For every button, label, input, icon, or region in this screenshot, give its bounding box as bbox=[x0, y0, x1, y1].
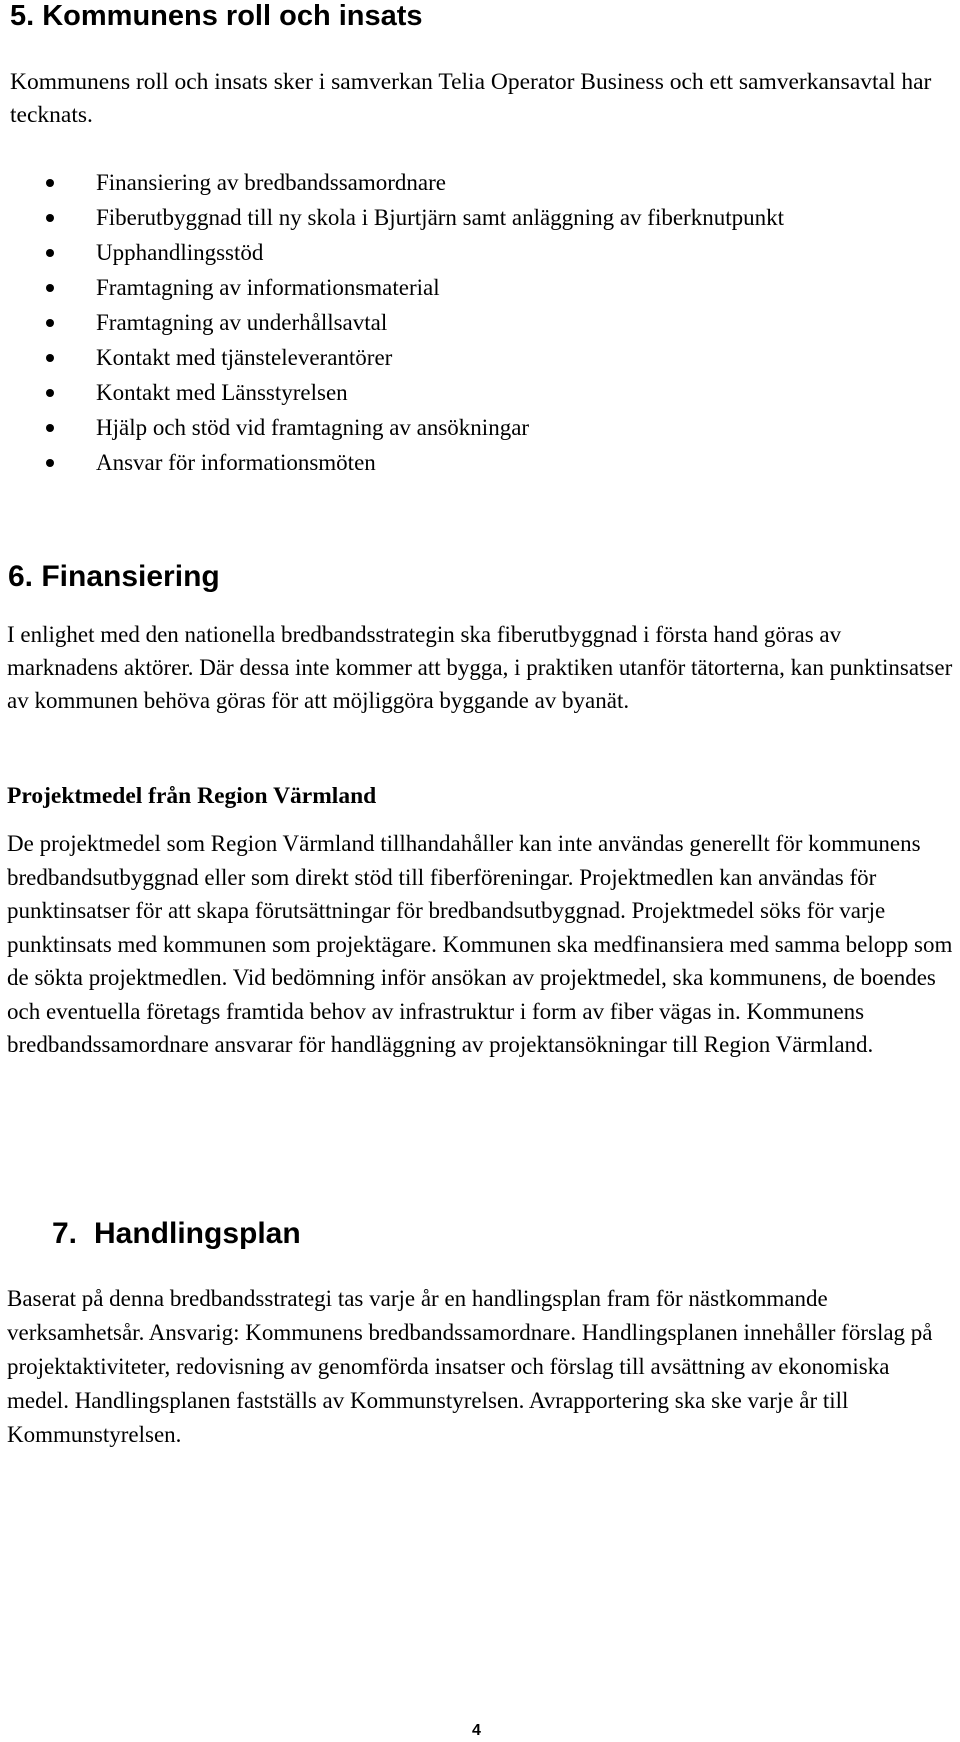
list-item: Finansiering av bredbandssamordnare bbox=[46, 165, 856, 200]
bullet-icon bbox=[46, 459, 54, 467]
list-item: Framtagning av underhållsavtal bbox=[46, 305, 856, 340]
bullet-icon bbox=[46, 214, 54, 222]
bullet-icon bbox=[46, 389, 54, 397]
list-item: Framtagning av informationsmaterial bbox=[46, 270, 856, 305]
section-5-heading: 5. Kommunens roll och insats bbox=[10, 0, 423, 32]
bullet-icon bbox=[46, 249, 54, 257]
list-item: Kontakt med tjänsteleverantörer bbox=[46, 340, 856, 375]
bullet-icon bbox=[46, 284, 54, 292]
list-item: Fiberutbyggnad till ny skola i Bjurtjärn samt anläggning av fiberknutpunkt bbox=[46, 200, 856, 235]
section-7-number: 7. bbox=[52, 1217, 78, 1250]
bullet-icon bbox=[46, 179, 54, 187]
bullet-icon bbox=[46, 354, 54, 362]
section-6-paragraph: I enlighet med den nationella bredbandsstrategin ska fiberutbyggnad i första hand göras av marknadens aktörer. Där dessa inte kommer att bygga, i praktiken utanför tätorterna, kan punktinsatser av kommunen behöva göras för att möjliggöra byggande av byanät. bbox=[7, 622, 953, 713]
list-item: Upphandlingsstöd bbox=[46, 235, 856, 270]
bullet-icon bbox=[46, 424, 54, 432]
section-6-heading: 6. Finansiering bbox=[8, 560, 220, 593]
list-item: Hjälp och stöd vid framtagning av ansökningar bbox=[46, 410, 856, 445]
projektmedel-paragraph: De projektmedel som Region Värmland tillhandahåller kan inte användas generellt för kommunens bredbandsutbyggnad eller som direkt stöd till fiberföreningar. Projektmedlen kan användas för punktinsatser för att skapa förutsättningar för bredbandsutbyggnad. Projektmedel söks för varje punktinsats med kommunen som projektägare. Kommunen ska medfinansiera med samma belopp som de sökta projektmedlen. Vid bedömning inför ansökan av projektmedel, ska kommunens, de boendes och eventuella företags framtida behov av infrastruktur i form av fiber vägas in. Kommunens bredbandssamordnare ansvarar för handläggning av projektansökningar till Region Värmland. bbox=[7, 831, 953, 1057]
section-5-intro: Kommunens roll och insats sker i samverkan Telia Operator Business och ett samverkansavtal har tecknats. bbox=[10, 69, 932, 128]
list-item: Ansvar för informationsmöten bbox=[46, 445, 856, 480]
bullet-icon bbox=[46, 319, 54, 327]
page-number: 4 bbox=[472, 1722, 481, 1739]
section-7-title: Handlingsplan bbox=[94, 1217, 301, 1250]
projektmedel-subheading: Projektmedel från Region Värmland bbox=[7, 783, 377, 809]
section-7-paragraph: Baserat på denna bredbandsstrategi tas varje år en handlingsplan fram för nästkommande verksamhetsår. Ansvarig: Kommunens bredbandssamordnare. Handlingsplanen innehåller förslag på projektaktiviteter, redovisning av genomförda insatser och förslag till avsättning av ekonomiska medel. Handlingsplanen fastställs av Kommunstyrelsen. Avrapportering ska ske varje år till Kommunstyrelsen. bbox=[7, 1286, 933, 1447]
section-5-bullet-list bbox=[46, 165, 856, 480]
list-item: Kontakt med Länsstyrelsen bbox=[46, 375, 856, 410]
section-7-heading bbox=[52, 1215, 301, 1253]
